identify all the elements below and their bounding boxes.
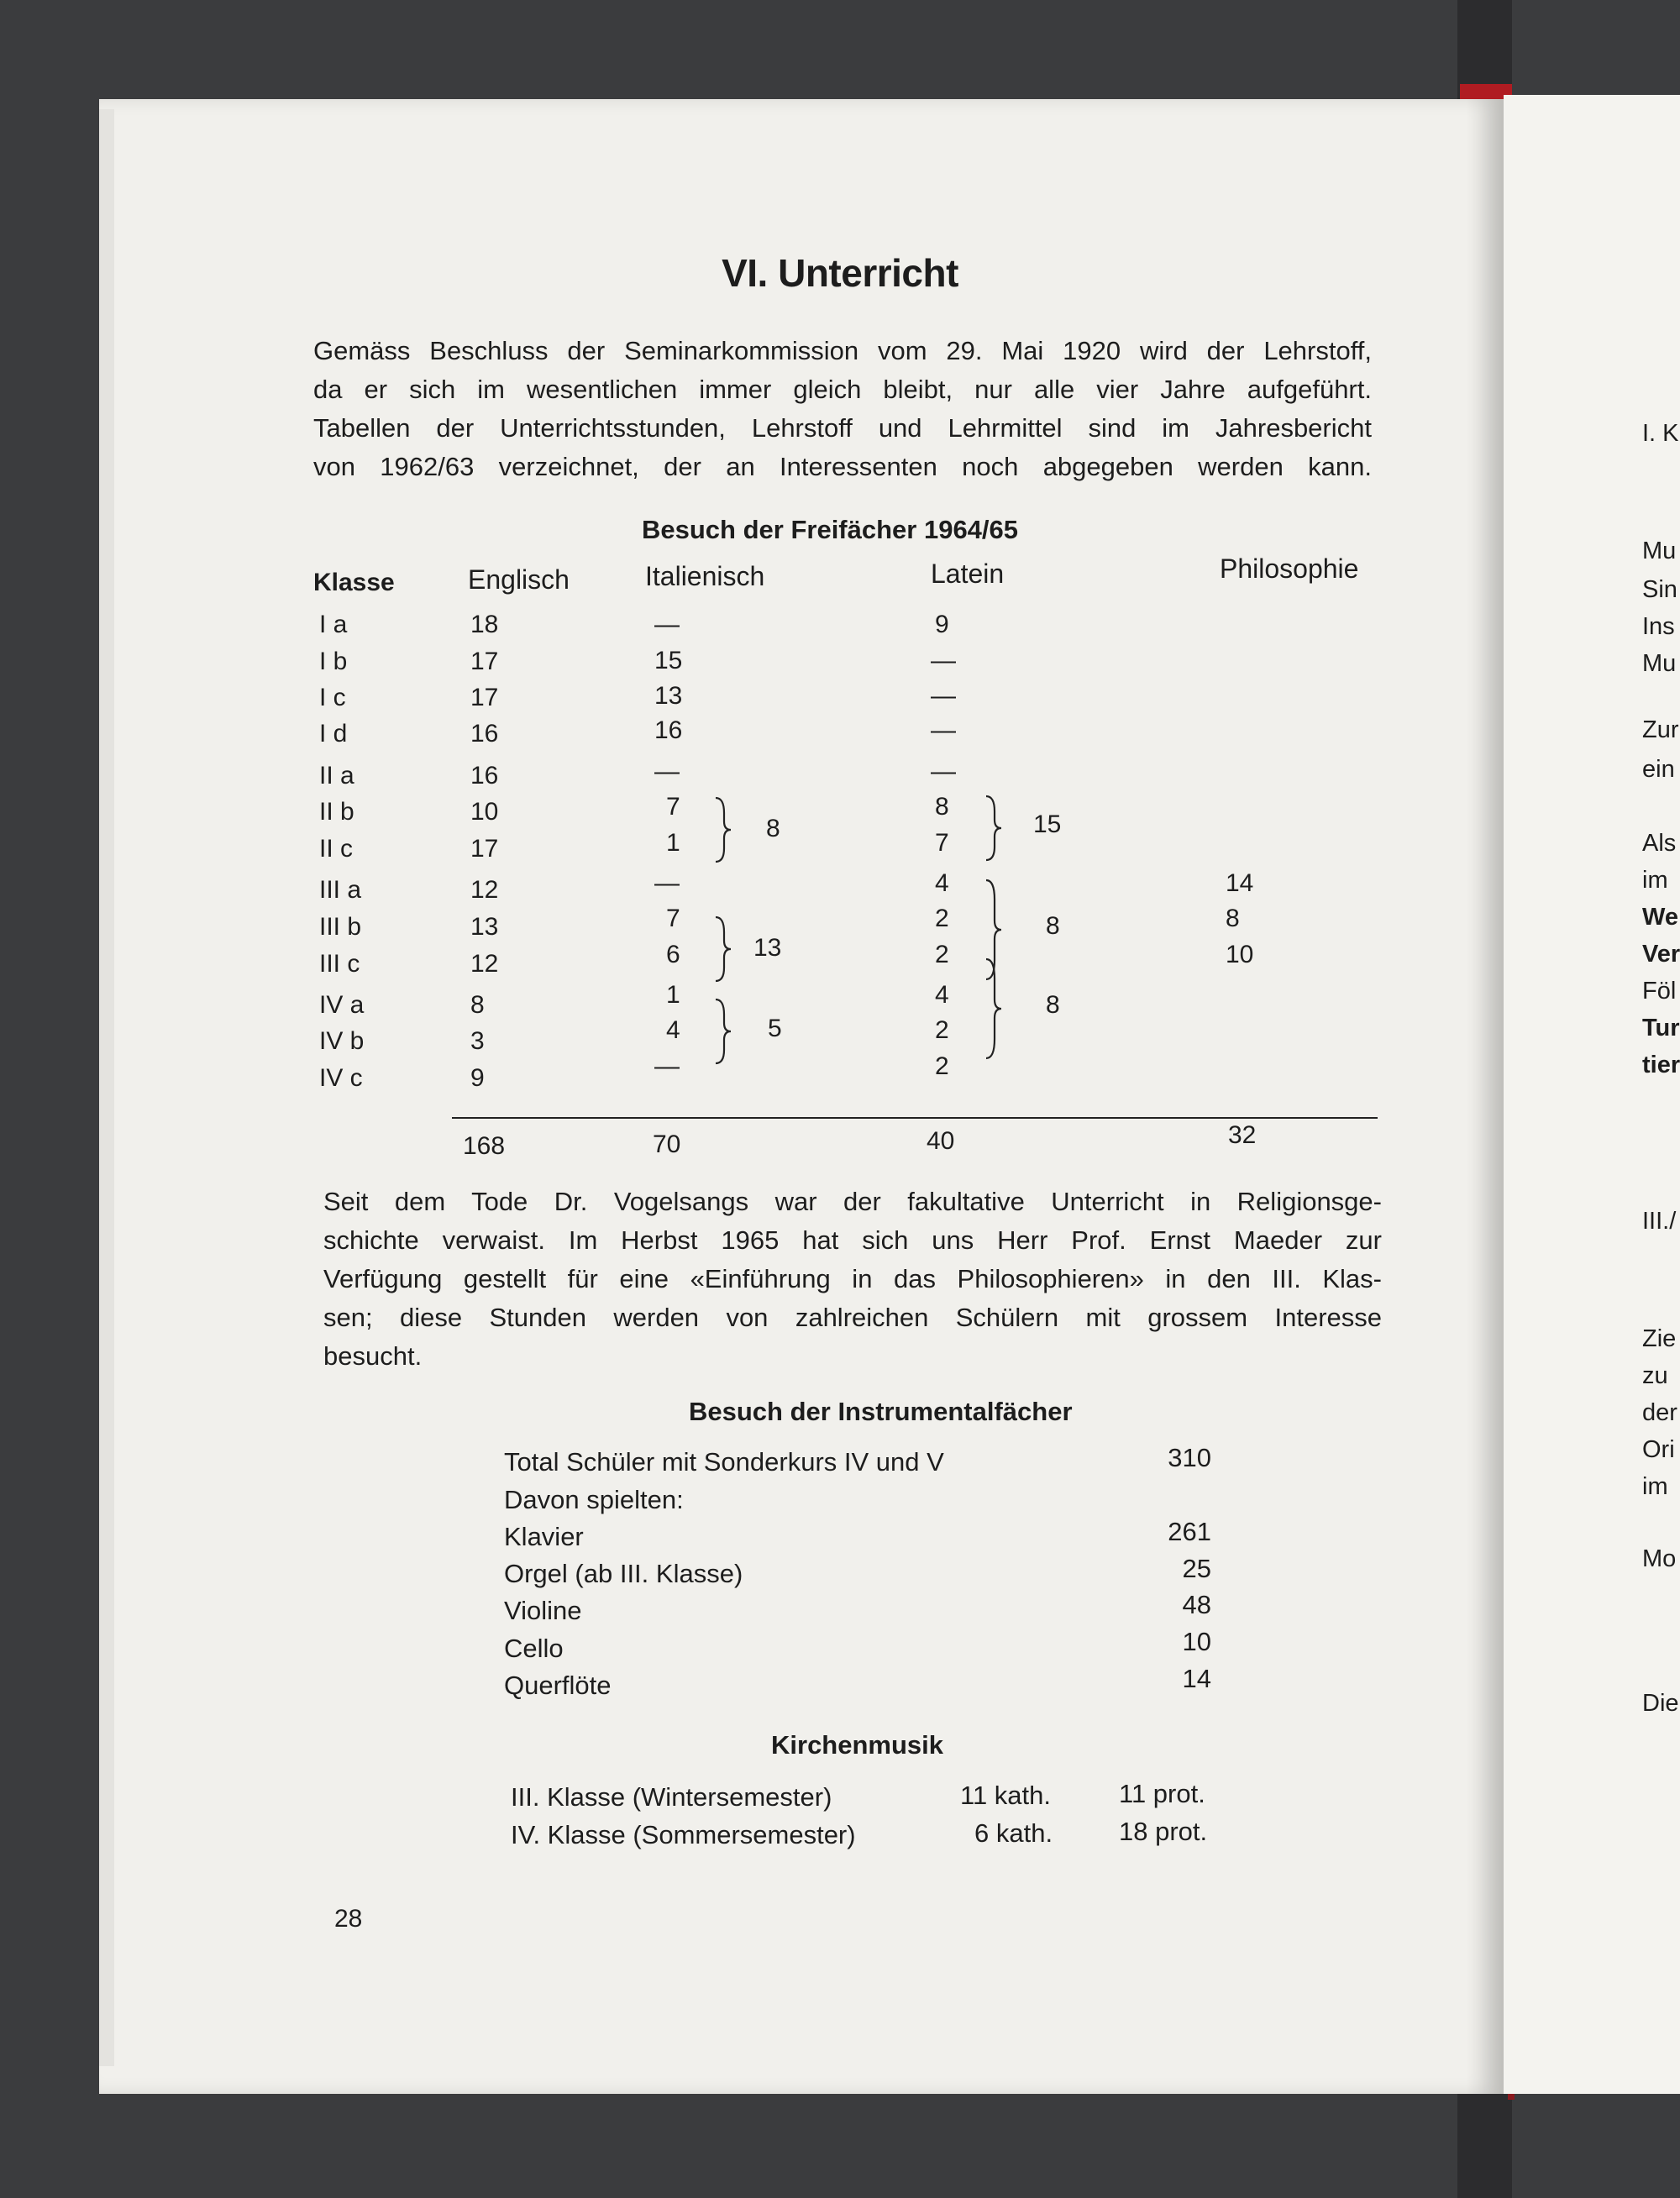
- intro-line: da er sich im wesentlichen immer gleich bleibt, nur alle vier Jahre aufgeführt.: [313, 375, 1372, 404]
- kirchen-row-prot: 18 prot.: [1119, 1817, 1208, 1846]
- cell-italienisch: 13: [654, 682, 683, 710]
- cell-latein: 2: [935, 941, 949, 968]
- cell-englisch: 17: [470, 648, 499, 675]
- right-page-fragment: zu: [1642, 1362, 1668, 1389]
- instrument-label: Klavier: [504, 1522, 584, 1551]
- cell-philosophie: 8: [1226, 905, 1240, 932]
- cell-philosophie: 10: [1226, 941, 1254, 968]
- cell-klasse: I b: [319, 648, 348, 675]
- cell-klasse: II b: [319, 798, 354, 826]
- right-page-fragment: III./: [1642, 1208, 1677, 1235]
- instrument-label: Querflöte: [504, 1671, 612, 1700]
- cell-latein: —: [931, 682, 956, 710]
- instrument-count: 48: [1182, 1590, 1211, 1619]
- right-page-fragment: Mo: [1642, 1545, 1677, 1572]
- cell-klasse: II a: [319, 762, 354, 789]
- right-page-fragment: Die: [1642, 1690, 1679, 1717]
- intro-line: von 1962/63 verzeichnet, der an Interessenten noch abgegeben werden kann.: [313, 452, 1372, 481]
- right-page-fragment: Mu: [1642, 538, 1677, 564]
- cell-latein: 9: [935, 611, 949, 638]
- instrument-label: Total Schüler mit Sonderkurs IV und V: [504, 1447, 944, 1477]
- right-page-fragment: tier: [1642, 1052, 1680, 1078]
- cell-englisch: 3: [470, 1027, 485, 1055]
- cell-klasse: I a: [319, 611, 348, 638]
- cell-englisch: 13: [470, 913, 499, 941]
- paragraph-line: sen; diese Stunden werden von zahlreichen Schülern mit grossem Interesse: [323, 1303, 1382, 1332]
- cell-italienisch: 16: [654, 716, 683, 744]
- cell-italienisch: 6: [666, 941, 680, 968]
- cell-englisch: 8: [470, 991, 485, 1019]
- brace-total-ital-II: 8: [766, 815, 780, 842]
- cell-latein: —: [931, 716, 956, 744]
- freifaecher-title: Besuch der Freifächer 1964/65: [642, 515, 1019, 544]
- cell-klasse: II c: [319, 835, 354, 863]
- cell-latein: 8: [935, 793, 949, 821]
- brace-ital-II: [714, 796, 732, 863]
- kirchen-row-kath: 11 kath.: [960, 1781, 1052, 1810]
- intro-line: Gemäss Beschluss der Seminarkommission vom 29. Mai 1920 wird der Lehrstoff,: [313, 336, 1372, 365]
- instrument-label: Orgel (ab III. Klasse): [504, 1559, 743, 1588]
- col-header-klasse: Klasse: [313, 569, 395, 596]
- instrument-count: 10: [1182, 1627, 1211, 1656]
- cell-latein: 2: [935, 1052, 949, 1080]
- kirchen-row-kath: 6 kath.: [974, 1818, 1053, 1848]
- intro-line: Tabellen der Unterrichtsstunden, Lehrstoff und Lehrmittel sind im Jahresbericht: [313, 413, 1372, 443]
- cell-englisch: 12: [470, 876, 499, 904]
- body-paragraph: [323, 1183, 1382, 1376]
- right-page-fragment: I. K: [1642, 420, 1679, 447]
- cell-italienisch: 1: [666, 981, 680, 1009]
- cell-italienisch: 15: [654, 647, 683, 674]
- table-total-rule: [452, 1117, 1378, 1119]
- instrument-count: 261: [1168, 1517, 1211, 1546]
- right-page-fragment: Ori: [1642, 1436, 1675, 1463]
- col-header-latein: Latein: [931, 559, 1005, 589]
- page-edge: [99, 109, 114, 2066]
- right-page-fragment: ein: [1642, 756, 1675, 783]
- cell-klasse: III a: [319, 876, 362, 904]
- cell-italienisch: —: [654, 611, 680, 638]
- cell-englisch: 17: [470, 835, 499, 863]
- brace-total-latein-II: 15: [1033, 810, 1062, 838]
- instrument-count: 14: [1182, 1664, 1211, 1693]
- right-page-fragment: Föl: [1642, 978, 1677, 1005]
- kirchen-row-prot: 11 prot.: [1119, 1779, 1205, 1808]
- cell-englisch: 18: [470, 611, 499, 638]
- cell-italienisch: 7: [666, 905, 680, 932]
- page-title: VI. Unterricht: [722, 251, 958, 295]
- right-page-fragment: We: [1642, 904, 1678, 931]
- instrument-count: 25: [1182, 1554, 1211, 1583]
- cell-latein: 4: [935, 981, 949, 1009]
- cell-latein: —: [931, 647, 956, 674]
- cell-klasse: IV a: [319, 991, 365, 1019]
- total-englisch: 168: [463, 1132, 506, 1160]
- right-page: [1504, 95, 1680, 2094]
- total-italienisch: 70: [653, 1130, 681, 1158]
- cell-englisch: 16: [470, 762, 499, 789]
- cell-klasse: III b: [319, 913, 362, 941]
- cell-klasse: IV b: [319, 1027, 365, 1055]
- cell-englisch: 17: [470, 684, 499, 711]
- page-number: 28: [334, 1905, 363, 1933]
- cell-italienisch: —: [654, 869, 680, 897]
- right-page-fragment: Mu: [1642, 650, 1677, 677]
- cell-klasse: I c: [319, 684, 346, 711]
- cell-italienisch: —: [654, 758, 680, 785]
- paragraph-line: schichte verwaist. Im Herbst 1965 hat sich uns Herr Prof. Ernst Maeder zur: [323, 1225, 1382, 1255]
- right-page-fragment: Tur: [1642, 1015, 1680, 1041]
- instrument-count: 310: [1168, 1443, 1211, 1472]
- cell-latein: 7: [935, 829, 949, 857]
- cell-englisch: 12: [470, 950, 499, 978]
- brace-ital-IV: [714, 998, 732, 1065]
- brace-total-ital-IV: 5: [768, 1015, 782, 1042]
- brace-latein-IV: [984, 957, 1003, 1060]
- right-page-fragment: im: [1642, 867, 1668, 894]
- kirchen-row-label: IV. Klasse (Sommersemester): [511, 1820, 856, 1849]
- right-page-fragment: Als: [1642, 830, 1677, 857]
- cell-latein: 2: [935, 1016, 949, 1044]
- col-header-philosophie: Philosophie: [1220, 553, 1359, 584]
- cell-klasse: I d: [319, 720, 348, 748]
- cell-italienisch: 1: [666, 829, 680, 857]
- right-page-fragment: Sin: [1642, 576, 1677, 603]
- brace-ital-III: [714, 915, 732, 983]
- kirchen-row-label: III. Klasse (Wintersemester): [511, 1782, 832, 1812]
- cell-englisch: 9: [470, 1064, 485, 1092]
- cell-philosophie: 14: [1226, 869, 1254, 897]
- right-page-fragment: der: [1642, 1399, 1677, 1426]
- cell-italienisch: 4: [666, 1016, 680, 1044]
- col-header-englisch: Englisch: [468, 564, 570, 595]
- brace-latein-II: [984, 795, 1003, 862]
- paragraph-line: Verfügung gestellt für eine «Einführung in das Philosophieren» in den III. Klas-: [323, 1264, 1382, 1293]
- cell-englisch: 10: [470, 798, 499, 826]
- col-header-italienisch: Italienisch: [645, 561, 765, 591]
- brace-total-latein-IV: 8: [1046, 991, 1060, 1019]
- right-page-fragment: Ver: [1642, 941, 1680, 968]
- cell-latein: 2: [935, 905, 949, 932]
- right-page-fragment: Zie: [1642, 1325, 1677, 1352]
- brace-total-ital-III: 13: [753, 934, 782, 962]
- instrument-label: Cello: [504, 1634, 564, 1663]
- cell-latein: 4: [935, 869, 949, 897]
- cell-italienisch: —: [654, 1052, 680, 1080]
- intro-paragraph: [313, 332, 1372, 486]
- cell-englisch: 16: [470, 720, 499, 748]
- paragraph-line: Seit dem Tode Dr. Vogelsangs war der fakultative Unterricht in Religionsge-: [323, 1187, 1382, 1216]
- total-latein: 40: [927, 1127, 955, 1155]
- page-gutter-shadow: [1466, 99, 1504, 2094]
- instrument-label: Violine: [504, 1596, 582, 1625]
- instrument-label: Davon spielten:: [504, 1485, 684, 1514]
- cell-italienisch: 7: [666, 793, 680, 821]
- paragraph-line: besucht.: [323, 1341, 423, 1371]
- cell-klasse: III c: [319, 950, 360, 978]
- cell-latein: —: [931, 758, 956, 785]
- instrumental-title: Besuch der Instrumentalfächer: [689, 1397, 1073, 1426]
- total-philosophie: 32: [1228, 1121, 1257, 1149]
- right-page-fragment: im: [1642, 1473, 1668, 1500]
- right-page-fragment: Zur: [1642, 716, 1679, 743]
- brace-total-latein-III: 8: [1046, 912, 1060, 940]
- kirchenmusik-title: Kirchenmusik: [771, 1730, 944, 1760]
- right-page-fragment: Ins: [1642, 613, 1675, 640]
- cell-klasse: IV c: [319, 1064, 363, 1092]
